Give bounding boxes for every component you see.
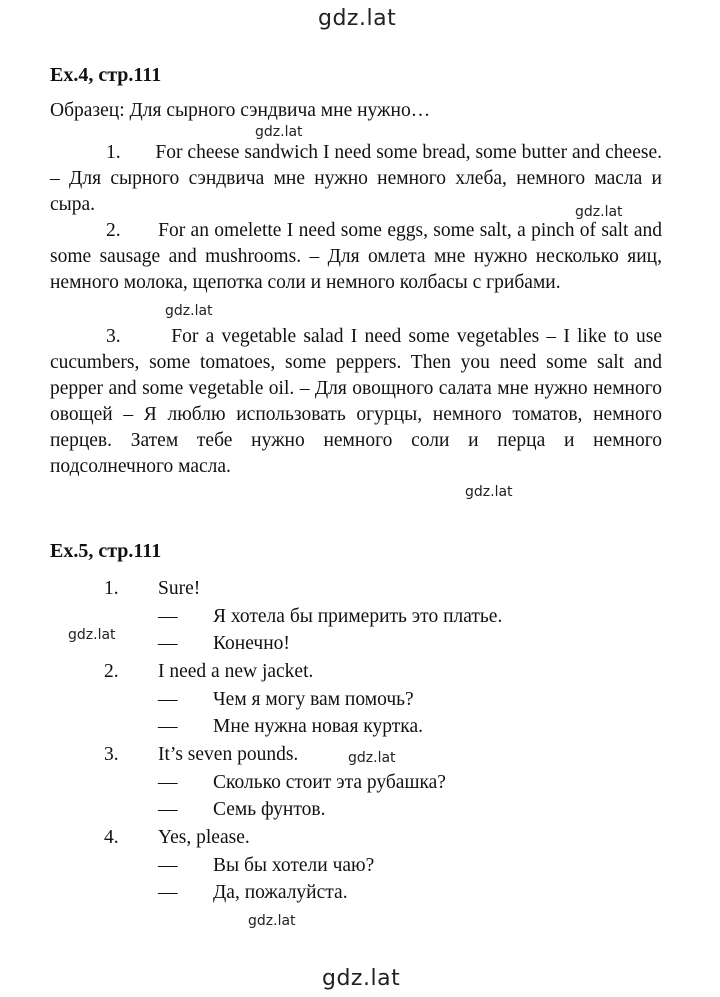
ex5-heading: Ex.5, стр.111 bbox=[50, 540, 162, 562]
ex4-heading: Ex.4, стр.111 bbox=[50, 64, 162, 86]
ex5-item-answer: Yes, please. bbox=[158, 827, 250, 848]
ex5-dash: — bbox=[158, 633, 178, 654]
ex5-item-number: 2. bbox=[104, 661, 119, 682]
ex5-dialogue-line: Я хотела бы примерить это платье. bbox=[213, 606, 503, 627]
ex5-dash: — bbox=[158, 689, 178, 710]
ex5-item-number: 1. bbox=[104, 578, 119, 599]
ex5-dialogue-line: Да, пожалуйста. bbox=[213, 882, 348, 903]
ex5-item-number: 4. bbox=[104, 827, 119, 848]
watermark: gdz.lat bbox=[575, 204, 623, 220]
ex5-dialogue-line: Чем я могу вам помочь? bbox=[213, 689, 414, 710]
watermark: gdz.lat bbox=[255, 124, 303, 140]
watermark: gdz.lat bbox=[465, 484, 513, 500]
watermark: gdz.lat bbox=[165, 303, 213, 319]
ex5-dialogue-line: Вы бы хотели чаю? bbox=[213, 855, 375, 876]
ex5-item-answer: I need a new jacket. bbox=[158, 661, 314, 682]
watermark: gdz.lat bbox=[68, 627, 116, 643]
ex5-dialogue-line: Сколько стоит эта рубашка? bbox=[213, 772, 446, 793]
ex5-dialogue-line: Мне нужна новая куртка. bbox=[213, 716, 423, 737]
ex5-dialogue-line: Семь фунтов. bbox=[213, 799, 326, 820]
ex4-item-1: 1. For cheese sandwich I need some bread, some butter and cheese. – Для сырного сэндвича мне нужно немного хлеба, немного масла и сыра. bbox=[50, 142, 662, 215]
watermark: gdz.lat bbox=[248, 913, 296, 929]
watermark-bottom: gdz.lat bbox=[322, 966, 401, 991]
ex5-dash: — bbox=[158, 882, 178, 903]
ex4-sample: Образец: Для сырного сэндвича мне нужно… bbox=[50, 100, 431, 121]
ex5-item-answer: Sure! bbox=[158, 578, 201, 599]
ex5-item-answer: It’s seven pounds. bbox=[158, 744, 299, 765]
ex5-dash: — bbox=[158, 606, 178, 627]
watermark-top: gdz.lat bbox=[318, 6, 397, 31]
ex4-item-3: 3. For a vegetable salad I need some vegetables – I like to use cucumbers, some tomatoes, some peppers. Then you need some salt and pepper and some vegetable oil. – Для овощного салата мне нужно немного овощей – Я люблю использовать огурцы, немного томатов, немного перцев. Затем тебе нужно немного соли и перца и немного подсолнечного масла. bbox=[50, 326, 662, 477]
ex5-dash: — bbox=[158, 799, 178, 820]
ex5-item-number: 3. bbox=[104, 744, 119, 765]
ex4-item-2: 2. For an omelette I need some eggs, some salt, a pinch of salt and some sausage and mushrooms. – Для омлета мне нужно несколько яиц, немного молока, щепотка соли и немного колбасы с грибами. bbox=[50, 220, 662, 293]
ex5-dash: — bbox=[158, 772, 178, 793]
ex5-dialogue-line: Конечно! bbox=[213, 633, 290, 654]
ex5-dash: — bbox=[158, 855, 178, 876]
ex5-dash: — bbox=[158, 716, 178, 737]
watermark: gdz.lat bbox=[348, 750, 396, 766]
